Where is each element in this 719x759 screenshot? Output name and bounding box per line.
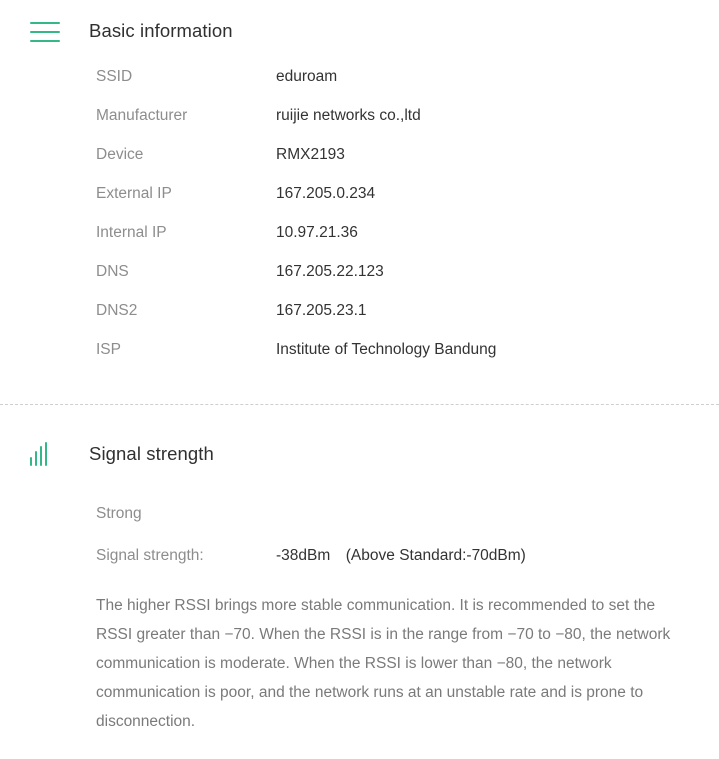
- table-row: [96, 185, 719, 224]
- row-label-external-ip: External IP: [96, 185, 172, 202]
- table-row: [96, 263, 719, 302]
- table-row: [96, 68, 719, 107]
- signal-level-label: Strong: [96, 505, 142, 522]
- row-value-ssid: eduroam: [276, 68, 338, 85]
- row-label-isp: ISP: [96, 341, 121, 358]
- section-divider: [0, 404, 719, 405]
- basic-information-list: [0, 62, 719, 380]
- signal-strength-title: Signal strength: [89, 443, 214, 464]
- table-row: [96, 341, 719, 380]
- signal-strength-header: [0, 425, 719, 483]
- table-row: [96, 146, 719, 185]
- basic-information-header: [0, 0, 719, 62]
- signal-description: The higher RSSI brings more stable communication. It is recommended to set the RSSI greater than −70. When the RSSI is in the range from −70 to −80, the network communication is moderate. When the RSSI is lower than −80, the network communication is poor, and the network runs at an unstable rate and is prone to disconnection.: [96, 597, 671, 730]
- row-value-manufacturer: ruijie networks co.,ltd: [276, 107, 421, 124]
- signal-metric-value: -38dBm (Above Standard:-70dBm): [276, 547, 526, 564]
- row-label-ssid: SSID: [96, 68, 133, 85]
- signal-metric-row: [96, 547, 683, 565]
- row-value-dns2: 167.205.23.1: [276, 302, 367, 319]
- row-label-device: Device: [96, 146, 144, 163]
- signal-metric-label: Signal strength:: [96, 547, 204, 564]
- menu-lines-icon: [30, 20, 60, 42]
- basic-information-title: Basic information: [89, 20, 233, 41]
- row-value-isp: Institute of Technology Bandung: [276, 341, 497, 358]
- row-label-dns2: DNS2: [96, 302, 138, 319]
- row-value-internal-ip: 10.97.21.36: [276, 224, 358, 241]
- row-label-dns: DNS: [96, 263, 129, 280]
- row-label-manufacturer: Manufacturer: [96, 107, 188, 124]
- table-row: [96, 302, 719, 341]
- row-label-internal-ip: Internal IP: [96, 224, 167, 241]
- signal-strength-body: [0, 505, 719, 736]
- row-value-dns: 167.205.22.123: [276, 263, 384, 280]
- row-value-device: RMX2193: [276, 146, 345, 163]
- signal-bars-icon: [30, 442, 60, 466]
- row-value-external-ip: 167.205.0.234: [276, 185, 376, 202]
- table-row: [96, 224, 719, 263]
- signal-strength-section: [0, 425, 719, 736]
- table-row: [96, 107, 719, 146]
